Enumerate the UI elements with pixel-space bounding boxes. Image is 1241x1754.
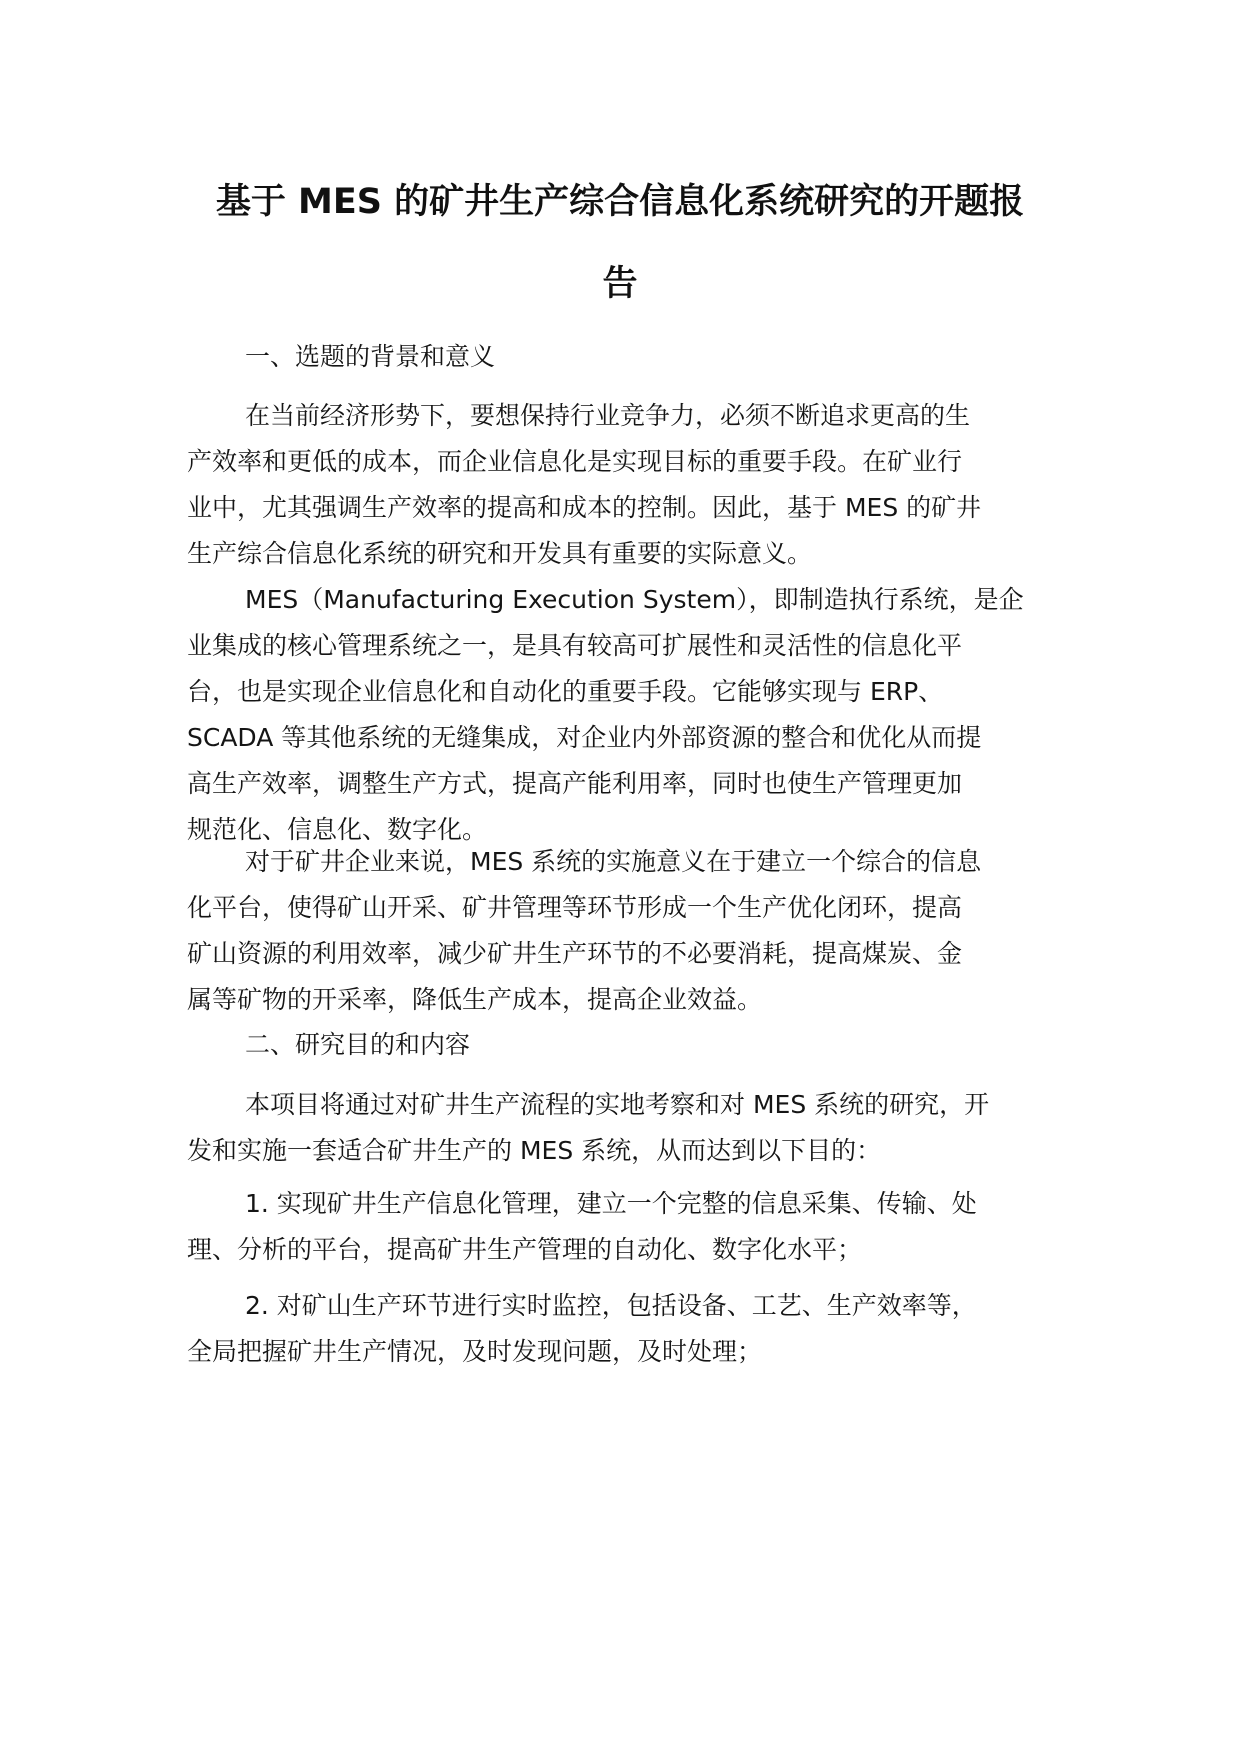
paragraph-line: 业中，尤其强调生产效率的提高和成本的控制。因此，基于 MES 的矿井 xyxy=(187,493,982,522)
list-item-line: 1. 实现矿井生产信息化管理，建立一个完整的信息采集、传输、处 xyxy=(245,1189,977,1218)
paragraph-mes-definition xyxy=(187,577,1057,853)
paragraph-line: 化平台，使得矿山开采、矿井管理等环节形成一个生产优化闭环，提高 xyxy=(187,893,963,922)
section-heading: 一、选题的背景和意义 xyxy=(245,342,496,371)
list-item-line: 全局把握矿井生产情况，及时发现问题，及时处理； xyxy=(187,1337,763,1366)
document-title-line-2: 告 xyxy=(602,264,638,304)
paragraph-project-goals xyxy=(187,1082,1057,1174)
paragraph-line: 规范化、信息化、数字化。 xyxy=(187,815,488,844)
paragraph-line: 高生产效率，调整生产方式，提高产能利用率，同时也使生产管理更加 xyxy=(187,769,963,798)
list-item-2 xyxy=(187,1283,1057,1375)
section-heading: 二、研究目的和内容 xyxy=(245,1030,471,1059)
document-title-line-1: 基于 MES 的矿井生产综合信息化系统研究的开题报 xyxy=(215,182,1025,222)
section-heading-goals xyxy=(187,1022,1057,1068)
paragraph-background xyxy=(187,393,1057,577)
paragraph-line: 发和实施一套适合矿井生产的 MES 系统，从而达到以下目的： xyxy=(187,1136,882,1165)
paragraph-line: 对于矿井企业来说，MES 系统的实施意义在于建立一个综合的信息 xyxy=(245,847,982,876)
paragraph-line: MES（Manufacturing Execution System），即制造执行系统，是企 xyxy=(245,585,1024,614)
paragraph-line: 矿山资源的利用效率，减少矿井生产环节的不必要消耗，提高煤炭、金 xyxy=(187,939,963,968)
paragraph-line: 在当前经济形势下，要想保持行业竞争力，必须不断追求更高的生 xyxy=(245,401,971,430)
list-item-1 xyxy=(187,1181,1057,1273)
paragraph-mining-significance xyxy=(187,839,1057,1023)
list-item-line: 2. 对矿山生产环节进行实时监控，包括设备、工艺、生产效率等， xyxy=(245,1291,977,1320)
paragraph-line: SCADA 等其他系统的无缝集成，对企业内外部资源的整合和优化从而提 xyxy=(187,723,982,752)
paragraph-line: 台，也是实现企业信息化和自动化的重要手段。它能够实现与 ERP、 xyxy=(187,677,944,706)
paragraph-line: 产效率和更低的成本，而企业信息化是实现目标的重要手段。在矿业行 xyxy=(187,447,963,476)
list-item-line: 理、分析的平台，提高矿井生产管理的自动化、数字化水平； xyxy=(187,1235,863,1264)
paragraph-line: 业集成的核心管理系统之一，是具有较高可扩展性和灵活性的信息化平 xyxy=(187,631,963,660)
paragraph-line: 本项目将通过对矿井生产流程的实地考察和对 MES 系统的研究，开 xyxy=(245,1090,990,1119)
paragraph-line: 属等矿物的开采率，降低生产成本，提高企业效益。 xyxy=(187,985,763,1014)
section-heading-background xyxy=(187,334,1057,380)
paragraph-line: 生产综合信息化系统的研究和开发具有重要的实际意义。 xyxy=(187,539,813,568)
